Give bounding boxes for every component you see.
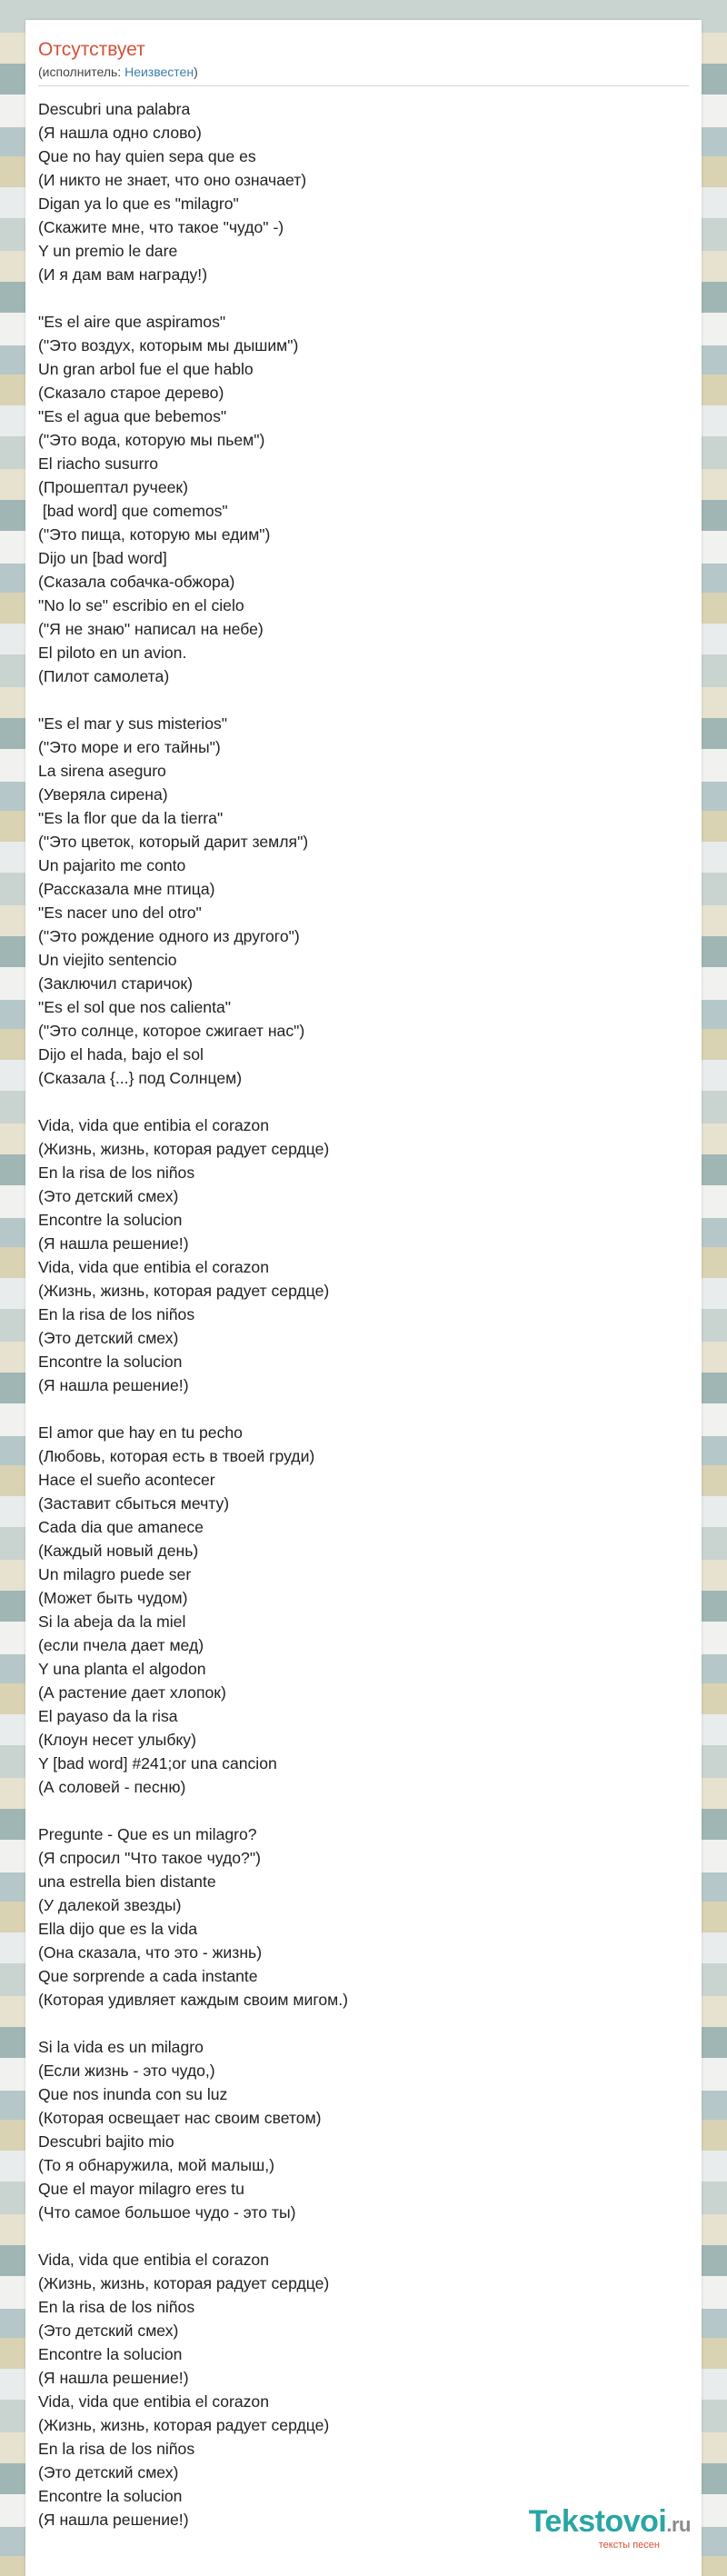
lyric-line: En la risa de los niños (38, 2440, 195, 2458)
lyric-line: Que el mayor milagro eres tu (38, 2180, 244, 2198)
lyric-line: (Это детский смех) (38, 2463, 179, 2481)
lyric-line: Vida, vida que entibia el corazon (38, 2251, 269, 2269)
lyric-line: "Es el agua que bebemos" (38, 407, 227, 425)
lyric-line: Digan ya lo que es "milagro" (38, 195, 239, 213)
artist-link[interactable]: Неизвестен (124, 65, 194, 79)
lyric-line: Encontre la solucion (38, 1353, 183, 1371)
lyric-line: Que no hay quien sepa que es (38, 147, 256, 165)
logo-main-text: Tekstovoi (528, 2504, 667, 2539)
lyric-line: (А растение дает хлопок) (38, 1683, 226, 1702)
lyric-line: (Которая удивляет каждым своим мигом.) (38, 1991, 348, 2009)
stanza (38, 1113, 702, 1397)
lyric-line: (Клоун несет улыбку) (38, 1731, 196, 1749)
lyric-line: En la risa de los niños (38, 1305, 195, 1323)
lyric-line: (То я обнаружила, мой малыш,) (38, 2156, 274, 2174)
lyric-line: (А соловей - песню) (38, 1778, 186, 1796)
lyric-line: (Я нашла одно слово) (38, 124, 202, 142)
lyric-line: ("Это пища, которую мы едим") (38, 525, 271, 544)
lyric-line: ("Это солнце, которое сжигает нас") (38, 1022, 305, 1040)
lyric-line: Un milagro puede ser (38, 1565, 192, 1583)
lyric-line: Cada dia que amanece (38, 1518, 204, 1536)
lyric-line: (Это детский смех) (38, 1329, 179, 1347)
lyric-line: Vida, vida que entibia el corazon (38, 2392, 269, 2411)
lyric-line: (если пчела дает мед) (38, 1636, 204, 1654)
lyric-line: Encontre la solucion (38, 2487, 183, 2505)
lyric-line: Vida, vida que entibia el corazon (38, 1258, 269, 1276)
lyric-line: El payaso da la risa (38, 1707, 178, 1725)
lyric-line: ("Это вода, которую мы пьем") (38, 431, 265, 449)
lyric-line: (Жизнь, жизнь, которая радует сердце) (38, 1282, 330, 1300)
lyric-line: (Если жизнь - это чудо,) (38, 2062, 215, 2080)
lyric-line: (Жизнь, жизнь, которая радует сердце) (38, 2416, 330, 2434)
stanza (38, 1421, 702, 1799)
lyric-line: (Каждый новый день) (38, 1542, 199, 1560)
lyric-line: (У далекой звезды) (38, 1896, 182, 1914)
lyric-line: (Прошептал ручеек) (38, 478, 188, 496)
lyric-line: (Я нашла решение!) (38, 2369, 189, 2387)
lyric-line: Dijo un [bad word] (38, 549, 167, 567)
lyric-line: El riacho susurro (38, 454, 159, 473)
lyric-line: (Сказала собачка-обжора) (38, 573, 235, 591)
lyric-line: Un gran arbol fue el que hablo (38, 360, 254, 378)
lyric-line: (Жизнь, жизнь, которая радует сердце) (38, 2274, 330, 2292)
stanza (38, 1822, 702, 2012)
lyric-line: Dijo el hada, bajo el sol (38, 1045, 204, 1063)
lyric-line: "No lo se" escribio en el cielo (38, 596, 244, 614)
lyric-line: (Заключил старичок) (38, 974, 193, 993)
lyric-line: (Может быть чудом) (38, 1589, 188, 1607)
lyric-line: El amor que hay en tu pecho (38, 1423, 243, 1442)
lyric-line: Encontre la solucion (38, 2345, 183, 2363)
lyric-line: Un pajarito me conto (38, 856, 186, 874)
lyric-line: ("Это рождение одного из другого") (38, 927, 300, 945)
lyric-line: "Es nacer uno del otro" (38, 904, 202, 922)
lyric-line: Que nos inunda con su luz (38, 2085, 228, 2103)
lyrics-body (25, 86, 702, 2531)
lyric-line: Y una planta el algodon (38, 1660, 206, 1678)
lyric-line: (Это детский смех) (38, 1187, 179, 1205)
stanza (38, 310, 702, 688)
lyric-line: Un viejito sentencio (38, 951, 177, 969)
lyric-line: Descubri una palabra (38, 100, 191, 118)
lyric-line: Vida, vida que entibia el corazon (38, 1116, 269, 1134)
lyric-line: "Es el sol que nos calienta" (38, 998, 232, 1016)
lyric-line: (И никто не знает, что оно означает) (38, 171, 307, 189)
stanza (38, 2248, 702, 2531)
lyric-line: "Es la flor que da la tierra" (38, 809, 224, 827)
lyric-line: (И я дам вам награду!) (38, 265, 208, 284)
lyric-line: (Я нашла решение!) (38, 1376, 189, 1394)
lyric-line: (Я нашла решение!) (38, 1234, 189, 1253)
lyric-line: Y un premio le dare (38, 242, 178, 260)
lyric-line: (Которая освещает нас своим светом) (38, 2109, 322, 2127)
performer-line (38, 64, 702, 80)
lyric-line: (Она сказала, что это - жизнь) (38, 1943, 263, 1962)
lyric-line: (Любовь, которая есть в твоей груди) (38, 1447, 315, 1465)
lyric-line: Y [bad word] #241;or una cancion (38, 1754, 277, 1772)
logo-subtitle: тексты песен (598, 2540, 660, 2551)
lyric-line: (Я спросил "Что такое чудо?") (38, 1849, 261, 1867)
site-logo[interactable] (529, 2505, 691, 2551)
logo-tld-text: .ru (666, 2513, 691, 2536)
lyric-line: (Уверяла сирена) (38, 785, 168, 804)
lyric-line: ("Это воздух, которым мы дышим") (38, 336, 299, 354)
lyric-line: una estrella bien distante (38, 1872, 216, 1891)
stanza (38, 712, 702, 1090)
lyric-line: "Es el mar y sus misterios" (38, 714, 228, 733)
lyric-line: (Что самое большое чудо - это ты) (38, 2203, 296, 2222)
lyric-line: Si la abeja da la miel (38, 1612, 186, 1631)
lyric-line: (Заставит сбыться мечту) (38, 1494, 230, 1513)
song-header (25, 20, 702, 80)
lyric-line: ("Это море и его тайны") (38, 738, 221, 756)
stanza (38, 97, 702, 286)
lyric-line: En la risa de los niños (38, 2298, 195, 2316)
stanza (38, 2035, 702, 2224)
lyric-line: Hace el sueño acontecer (38, 1471, 215, 1489)
lyric-line: Descubri bajito mio (38, 2132, 174, 2151)
song-title: Отсутствует (38, 39, 145, 60)
lyric-line: ("Я не знаю" написал на небе) (38, 620, 264, 638)
lyric-line: Encontre la solucion (38, 1211, 183, 1229)
performer-suffix: ) (194, 65, 198, 79)
lyric-line: Pregunte - Que es un milagro? (38, 1825, 257, 1843)
lyric-line: "Es el aire que aspiramos" (38, 313, 226, 331)
lyric-line: La sirena aseguro (38, 762, 166, 780)
lyric-line: (Сказало старое дерево) (38, 384, 224, 402)
lyric-line: Que sorprende a cada instante (38, 1967, 258, 1985)
lyric-line: Ella dijo que es la vida (38, 1920, 198, 1938)
lyric-line: (Скажите мне, что такое "чудо" -) (38, 218, 284, 236)
lyric-line: [bad word] que comemos" (38, 502, 228, 520)
lyric-line: Si la vida es un milagro (38, 2038, 204, 2056)
lyric-line: (Сказала {...} под Солнцем) (38, 1069, 243, 1087)
lyric-line: En la risa de los niños (38, 1163, 195, 1182)
lyric-line: (Я нашла решение!) (38, 2511, 189, 2529)
lyric-line: (Пилот самолета) (38, 667, 170, 685)
performer-prefix: (исполнитель: (38, 65, 125, 79)
lyrics-card (25, 20, 702, 2576)
lyric-line: ("Это цветок, который дарит земля") (38, 833, 309, 851)
lyric-line: (Рассказала мне птица) (38, 880, 215, 898)
lyric-line: El piloto en un avion. (38, 644, 187, 662)
lyric-line: (Это детский смех) (38, 2321, 179, 2340)
lyric-line: (Жизнь, жизнь, которая радует сердце) (38, 1140, 330, 1158)
